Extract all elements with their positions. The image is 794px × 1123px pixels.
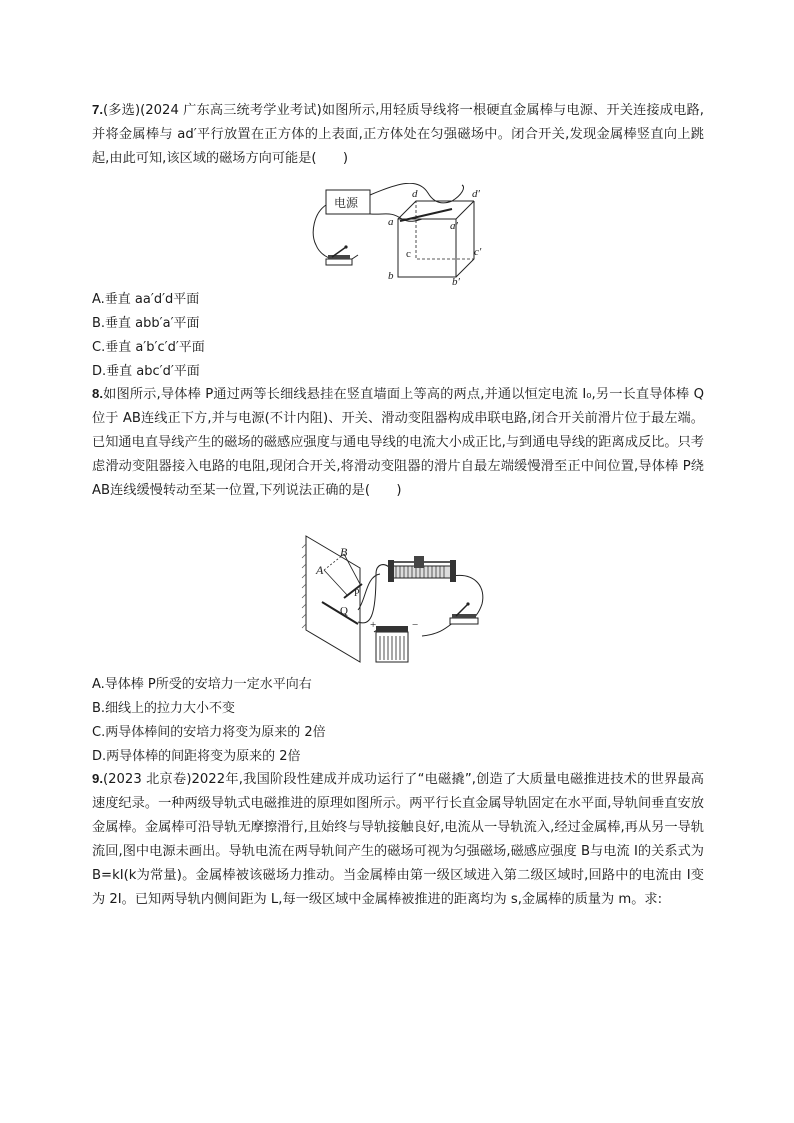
label-Q: Q: [340, 605, 348, 617]
question-9-text: (2023 北京卷)2022年,我国阶段性建成并成功运行了“电磁撬”,创造了大质量电磁推进技术的世界最高速度纪录。一种两级导轨式电磁推进的原理如图所示。两平行长直金属导轨固定在水平面,导轨间垂直安放金属棒。金属棒可沿导轨无摩擦滑行,且始终与导轨接触良好,电流从一导轨流入,经过金属棒,再从另一导轨流回,图中电源未画出。导轨电流在两导轨间产生的磁场可视为匀强磁场,磁感应强度 B与电流 I的关系式为 B=kI(k为常量)。金属棒被该磁场力推动。当金属棒由第一级区域进入第二级区域时,回路中的电流由 I变为 2I。已知两导轨内侧间距为 L,每一级区域中金属棒被推进的距离均为 s,金属棒的质量为 m。求:: [92, 772, 704, 907]
battery-positive-label: +: [370, 619, 377, 631]
label-b-prime: b′: [452, 276, 460, 285]
q7-option-d: D.垂直 abc′d′平面: [92, 364, 200, 379]
power-source-label: 电源: [334, 196, 359, 210]
q8-option-b: B.细线上的拉力大小不变: [92, 701, 236, 716]
question-7: [92, 98, 704, 171]
label-a-prime: a′: [450, 220, 458, 232]
label-d: d: [412, 188, 418, 200]
label-d-prime: d′: [472, 188, 480, 200]
question-8: [92, 382, 704, 503]
label-c: c: [406, 248, 411, 260]
q7-option-a: A.垂直 aa′d′d平面: [92, 292, 200, 307]
label-A: A: [316, 563, 324, 577]
question-9-number: 9.: [92, 771, 103, 786]
battery-negative-label: −: [412, 619, 419, 631]
label-c-prime: c′: [474, 246, 482, 258]
question-7-text: (多选)(2024 广东高三统考学业考试)如图所示,用轻质导线将一根硬直金属棒与电源、开关连接成电路,并将金属棒与 ad′平行放置在正方体的上表面,正方体处在匀强磁场中。闭合开关,发现金属棒竖直向上跳起,由此可知,该区域的磁场方向可能是( ): [92, 103, 704, 166]
wall-rod-circuit-figure: [296, 514, 496, 670]
label-B: B: [340, 545, 348, 559]
question-8-number: 8.: [92, 386, 103, 401]
label-P: P: [354, 588, 360, 599]
q7-option-c: C.垂直 a′b′c′d′平面: [92, 340, 205, 355]
question-8-text: 如图所示,导体棒 P通过两等长细线悬挂在竖直墙面上等高的两点,并通以恒定电流 I₀,另一长直导体棒 Q位于 AB连线正下方,并与电源(不计内阻)、开关、滑动变阻器构成串联电路,闭合开关前滑片位于最左端。已知通电直导线产生的磁场的磁感应强度与通电导线的电流大小成正比,与到通电导线的距离成反比。只考虑滑动变阻器接入电路的电阻,现闭合开关,将滑动变阻器的滑片自最左端缓慢滑至正中间位置,导体棒 P绕 AB连线缓慢转动至某一位置,下列说法正确的是( ): [92, 387, 704, 498]
q8-option-d: D.两导体棒的间距将变为原来的 2倍: [92, 749, 301, 764]
q8-option-c: C.两导体棒间的安培力将变为原来的 2倍: [92, 725, 326, 740]
label-b: b: [388, 270, 394, 282]
question-9: [92, 767, 704, 912]
question-7-number: 7.: [92, 102, 103, 117]
q8-option-a: A.导体棒 P所受的安培力一定水平向右: [92, 677, 312, 692]
label-a: a: [388, 216, 394, 228]
q7-option-b: B.垂直 abb′a′平面: [92, 316, 200, 331]
cube-circuit-figure: [306, 183, 506, 289]
